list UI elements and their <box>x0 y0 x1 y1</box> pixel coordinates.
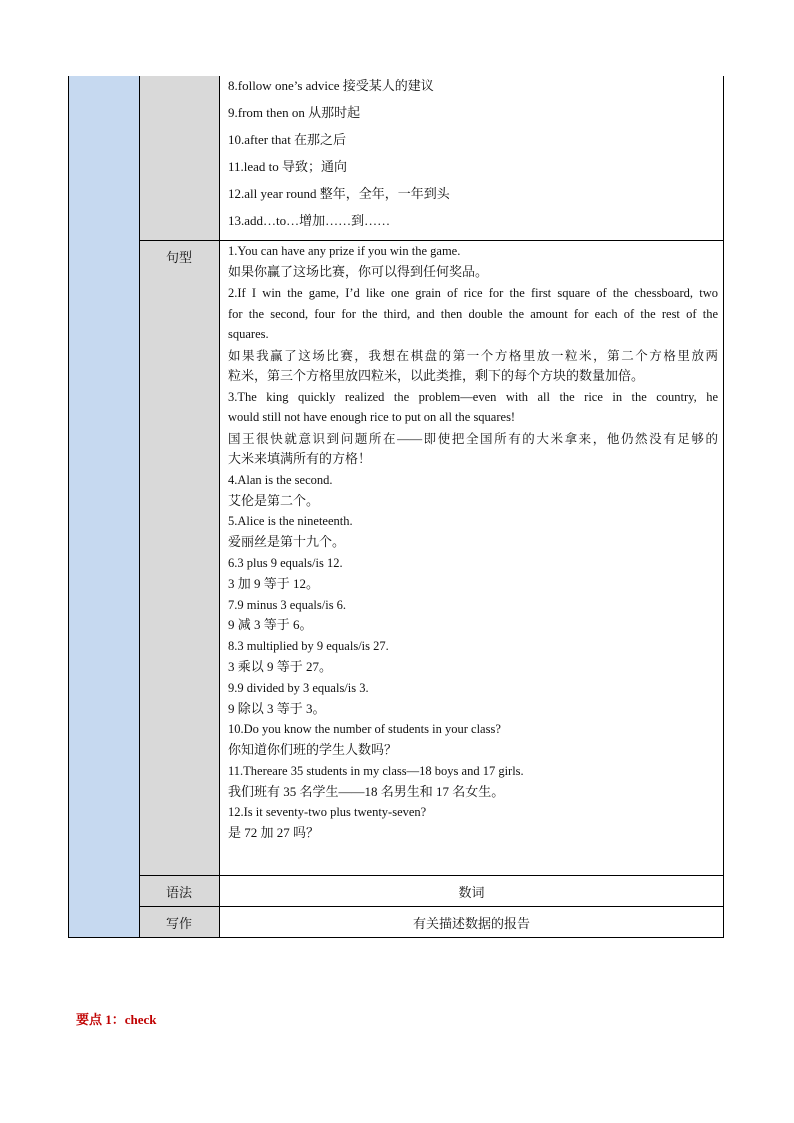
sentence-line: 8.3 multiplied by 9 equals/is 27. <box>228 639 389 653</box>
sentence-line: 3.The king quickly realized the problem—even with all the rice in the country, he <box>228 390 718 404</box>
sentence-line: 是 72 加 27 吗？ <box>228 825 320 840</box>
sentence-line: 9.9 divided by 3 equals/is 3. <box>228 681 369 695</box>
label-column <box>139 76 220 938</box>
phrase-13: 13.add…to…增加……到…… <box>228 213 391 228</box>
sentence-line: for the second, four for the third, and then double the amount for each of the rest of the <box>228 307 718 321</box>
sentence-line: 4.Alan is the second. <box>228 473 333 487</box>
sentence-line: 你知道你们班的学生人数吗？ <box>228 742 398 757</box>
grammar-label: 语法 <box>165 885 192 900</box>
sentence-line: would still not have enough rice to put on all the squares! <box>228 410 516 424</box>
sentence-line: 3 加 9 等于 12。 <box>228 576 320 591</box>
phrase-12: 12.all year round 整年，全年，一年到头 <box>228 186 450 201</box>
sentence-line: 12.Is it seventy-two plus twenty-seven? <box>228 805 427 819</box>
sentence-line: 3 乘以 9 等于 27。 <box>228 659 333 674</box>
writing-value: 有关描述数据的报告 <box>412 916 530 931</box>
sentence-line: 11.Thereare 35 students in my class—18 boys and 17 girls. <box>228 764 524 778</box>
sentence-line: 6.3 plus 9 equals/is 12. <box>228 556 343 570</box>
key-point-heading: 要点 1：check <box>76 1012 157 1027</box>
sentence-line: 1.You can have any prize if you win the game. <box>228 244 461 258</box>
phrase-8: 8.follow one’s advice 接受某人的建议 <box>228 78 434 93</box>
sentence-line: 如果我赢了这场比赛，我想在棋盘的第一个方格里放一粒米，第二个方格里放两 <box>228 349 718 363</box>
phrase-11: 11.lead to 导致；通向 <box>228 159 348 174</box>
sentence-line: 粒米，第三个方格里放四粒米，以此类推，剩下的每个方块的数量加倍。 <box>228 368 645 383</box>
sentence-line: 我们班有 35 名学生——18 名男生和 17 名女生。 <box>228 784 505 799</box>
sentence-line: 9 减 3 等于 6。 <box>228 617 313 632</box>
blue-column <box>68 76 139 938</box>
sentence-line: 爱丽丝是第十九个。 <box>228 534 346 549</box>
writing-label: 写作 <box>165 916 192 931</box>
sentence-line: 艾伦是第二个。 <box>228 493 320 508</box>
sentence-line: 10.Do you know the number of students in your class? <box>228 722 501 736</box>
phrase-10: 10.after that 在那之后 <box>228 132 347 147</box>
sentence-line: 如果你赢了这场比赛，你可以得到任何奖品。 <box>228 264 489 279</box>
sentence-line: 5.Alice is the nineteenth. <box>228 514 353 528</box>
sentence-line: 2.If I win the game, I’d like one grain of rice for the first square of the chessboard, two <box>228 286 718 300</box>
sentence-line: 7.9 minus 3 equals/is 6. <box>228 598 347 612</box>
sentence-line: 9 除以 3 等于 3。 <box>228 701 326 716</box>
sentence-line: 大米来填满所有的方格！ <box>228 451 372 466</box>
sentence-line: squares. <box>228 327 269 341</box>
grammar-value: 数词 <box>458 885 485 900</box>
sentence-line: 国王很快就意识到问题所在——即使把全国所有的大米拿来，他仍然没有足够的 <box>228 432 718 446</box>
sentences-label: 句型 <box>165 250 192 265</box>
phrase-9: 9.from then on 从那时起 <box>228 105 361 120</box>
